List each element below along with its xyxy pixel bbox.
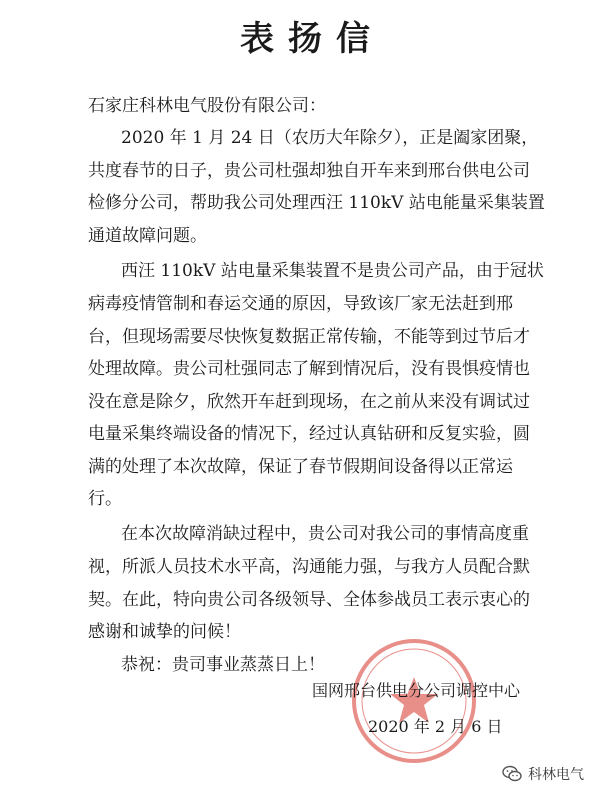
paragraph-line: 共度春节的日子，贵公司杜强却独自开车来到邢台供电公司 bbox=[88, 161, 530, 181]
letter-date: 2020 年 2 月 6 日 bbox=[368, 717, 503, 736]
paragraph-line: 检修分公司，帮助我公司处理西汪 110kV 站电能量采集装置 bbox=[88, 193, 545, 213]
paragraph-line: 通道故障问题。 bbox=[88, 226, 207, 246]
paragraph-line: 处理故障。贵公司杜强同志了解到情况后，没有畏惧疫情也 bbox=[88, 359, 530, 379]
page-title: 表扬信 bbox=[240, 19, 384, 59]
watermark-text: 科林电气 bbox=[528, 767, 584, 783]
paragraph-line: 在本次故障消缺过程中，贵公司对我公司的事情高度重 bbox=[121, 524, 529, 544]
paragraph-line: 台，但现场需要尽快恢复数据正常传输，不能等到过节后才 bbox=[88, 327, 530, 347]
paragraph-line: 没在意是除夕，欣然开车赶到现场，在之前从来没有调试过 bbox=[88, 392, 530, 412]
paragraph-line: 视，所派人员技术水平高，沟通能力强，与我方人员配合默 bbox=[88, 557, 530, 577]
paragraph-line: 西汪 110kV 站电量采集装置不是贵公司产品，由于冠状 bbox=[121, 261, 544, 281]
signer-name: 国网邢台供电分公司调控中心 bbox=[312, 681, 521, 700]
paragraph-line: 电量采集终端设备的情况下，经过认真钻研和反复实验，圆 bbox=[88, 424, 530, 444]
closing-line: 恭祝：贵司事业蒸蒸日上！ bbox=[121, 655, 325, 675]
paragraph-line: 满的处理了本次故障，保证了春节假期间设备得以正常运 bbox=[88, 457, 513, 477]
salutation: 石家庄科林电气股份有限公司： bbox=[88, 96, 326, 116]
watermark bbox=[502, 764, 584, 784]
paragraph-line: 病毒疫情管制和春运交通的原因，导致该厂家无法赶到邢 bbox=[88, 294, 513, 314]
paragraph-line: 行。 bbox=[88, 489, 122, 509]
paragraph-line: 2020 年 1 月 24 日（农历大年除夕），正是阖家团聚， bbox=[121, 128, 539, 148]
paragraph-line: 感谢和诚挚的问候！ bbox=[88, 622, 241, 642]
wechat-icon bbox=[502, 765, 522, 783]
paragraph-line: 契。在此，特向贵公司各级领导、全体参战员工表示衷心的 bbox=[88, 590, 530, 610]
